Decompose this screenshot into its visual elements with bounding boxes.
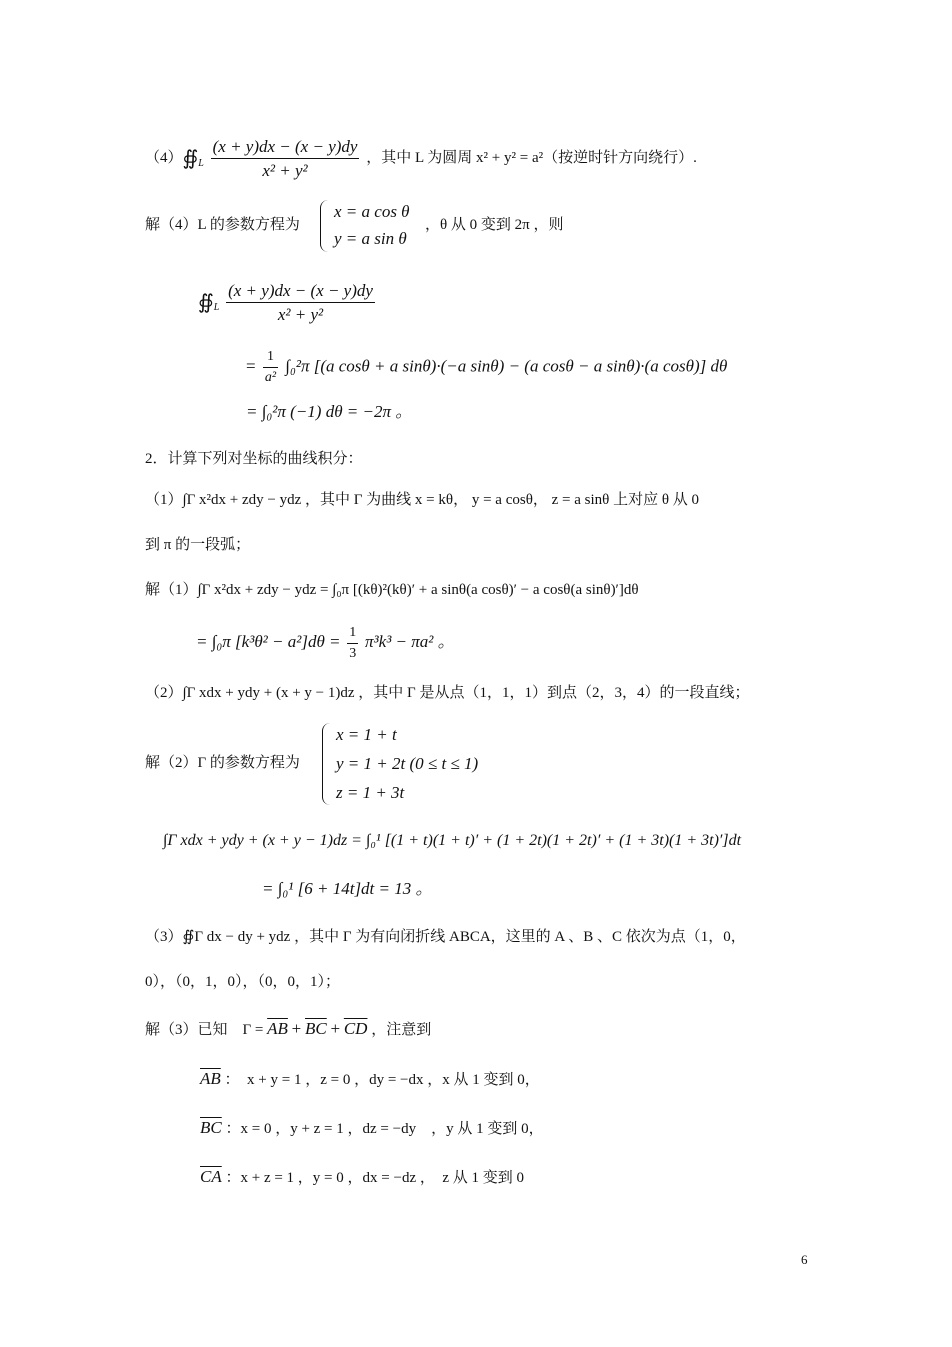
sol4-step1	[246, 350, 727, 385]
s2-eq-x: x = 1 + t	[336, 725, 397, 744]
sol4-label: 解（4）L 的参数方程为	[145, 217, 300, 233]
s2-line1: ∫Γ xdx + ydy + (x + y − 1)dz = ∫₀¹ [(1 + t)(1 + t)′ + (1 + 2t)(1 + 2t)′ + (1 + 3t)(1 + 3t)′]dt	[163, 832, 742, 849]
s3-line1-suffix: ，注意到	[371, 1022, 432, 1038]
page-number: 6	[801, 1252, 808, 1267]
contour-integral-symbol: ∯	[182, 147, 199, 170]
s2-eq-y: y = 1 + 2t (0 ≤ t ≤ 1)	[336, 754, 479, 773]
fraction-denominator: 3	[349, 646, 357, 661]
p3-line2: 0），（0，1，0），（0，0，1）；	[145, 974, 341, 990]
s2-line2: = ∫₀¹ [6 + 14t]dt = 13 。	[262, 879, 433, 898]
sol4-step2: = ∫₀²π (−1) dθ = −2π 。	[246, 402, 413, 421]
q4-numerator: (x + y)dx − (x − y)dy	[211, 138, 360, 159]
s2-param-system	[322, 723, 522, 805]
segment-cd: $\overline{CD}$	[343, 1019, 368, 1038]
segment-ab: $\overline{AB}$	[267, 1019, 288, 1038]
ab-body: ： x + y = 1 ，z = 0 ，dy = −dx ，x 从 1 变到 0，	[224, 1072, 540, 1088]
p1-line2: 到 π 的一段弧；	[145, 537, 251, 553]
s1-line1: 解（1）∫Γ x²dx + zdy − ydz = ∫₀π [(kθ)²(kθ)′ + a sinθ(a cosθ)′ − a cosθ(a sinθ)′]dθ	[145, 582, 639, 598]
left-brace	[320, 200, 329, 252]
bc-line	[200, 1119, 544, 1137]
sol4-step1-body: ∫₀²π [(a cosθ + a sinθ)·(−a sinθ) − (a cosθ − a sinθ)·(a cosθ)] dθ	[285, 356, 728, 376]
s2-eq-z: z = 1 + 3t	[336, 783, 405, 802]
sol4-numerator: (x + y)dx − (x − y)dy	[226, 282, 375, 303]
s1-line2	[196, 626, 455, 661]
ca-label: $\overline{CA}$	[200, 1167, 222, 1186]
sol4-denominator: x² + y²	[277, 305, 324, 324]
q4-description: ，其中 L 为圆周 x² + y² = a²（按逆时针方向绕行）.	[366, 149, 697, 166]
sol4-step1-fraction	[263, 350, 278, 385]
p2-line: （2）∫Γ xdx + ydy + (x + y − 1)dz ，其中 Γ 是从点（1，1，1）到点（2，3，4）的一段直线；	[145, 685, 750, 701]
integral-subscript: L	[198, 157, 204, 169]
bc-label: $\overline{BC}$	[200, 1118, 222, 1137]
sol4-eq-x: x = a cos θ	[334, 202, 410, 221]
ab-line	[200, 1070, 540, 1088]
s3-line1-prefix: 解（3）已知 Γ =	[145, 1022, 264, 1038]
s2-label: 解（2）Γ 的参数方程为	[145, 755, 300, 771]
fraction-numerator: 1	[263, 350, 278, 368]
s1-fraction	[347, 626, 358, 661]
s3-line1: 解（3）已知 $\Gamma = \overline{AB} + \overline{BC} + \overline{CD}$ ，注意到	[145, 1019, 432, 1038]
s1-line2-suffix: π³k³ − πa² 。	[365, 631, 455, 651]
left-brace	[322, 723, 331, 805]
p1-line1: （1）∫Γ x²dx + zdy − ydz ，其中 Γ 为曲线 x = kθ， y = a cosθ， z = a sinθ 上对应 θ 从 0	[145, 492, 700, 508]
sol4-fraction	[226, 282, 375, 323]
segment-bc: $\overline{BC}$	[305, 1019, 327, 1038]
sol4-after: ，θ 从 0 变到 2π ，则	[425, 217, 564, 233]
q4-label: （4）	[145, 149, 183, 166]
s1-line2-prefix: = ∫₀π [k³θ² − a²]dθ =	[196, 631, 341, 651]
sol4-param-system	[320, 200, 430, 252]
p3-line1: （3）∯Γ dx − dy + ydz ，其中 Γ 为有向闭折线 ABCA，这里的 A 、B 、C 依次为点（1，0，	[145, 929, 746, 945]
ca-line	[200, 1168, 524, 1186]
fraction-denominator: a²	[264, 370, 277, 385]
q4-denominator: x² + y²	[262, 161, 308, 180]
bc-body: ：x = 0 ，y + z = 1 ，dz = −dy ，y 从 1 变到 0，	[225, 1121, 544, 1137]
q4-line	[145, 138, 697, 179]
ca-body: ：x + z = 1 ，y = 0 ，dx = −dz ， z 从 1 变到 0	[225, 1170, 525, 1186]
contour-integral-symbol: ∯	[198, 291, 214, 314]
fraction-numerator: 1	[347, 626, 358, 644]
ab-label: $\overline{AB}$	[200, 1069, 221, 1088]
equals: =	[246, 356, 256, 376]
sol4-eq-y: y = a sin θ	[334, 229, 407, 248]
sol4-integral	[198, 282, 378, 323]
integral-subscript: L	[213, 301, 220, 313]
q4-fraction	[211, 138, 360, 179]
section2-header: 2．计算下列对坐标的曲线积分：	[145, 451, 363, 467]
